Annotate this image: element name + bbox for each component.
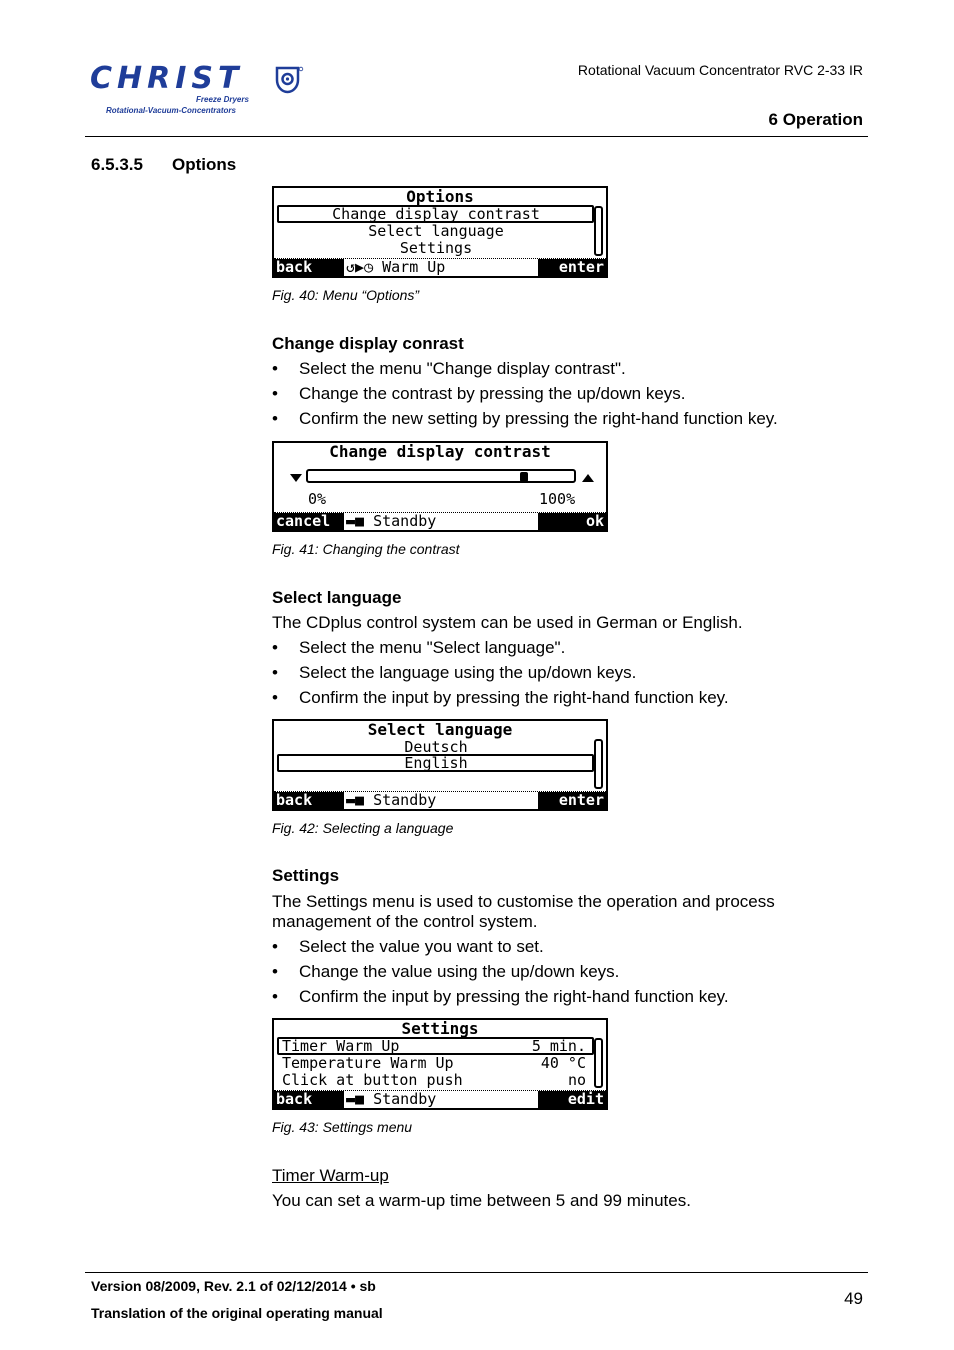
chapter-title: 6 Operation [768,110,863,129]
bullet-marker: • [272,663,278,682]
function-bar [274,258,606,276]
section-number: 6.5.3.5 [91,155,143,174]
setting-value-timer[interactable]: 5 min. [531,1037,586,1055]
edit-button[interactable]: edit [538,1091,606,1108]
footer-rule [85,1272,868,1273]
bullet-marker: • [272,359,278,378]
menu-item-deutsch[interactable]: Deutsch [404,738,468,756]
scrollbar[interactable] [594,739,603,789]
status-area [346,513,436,530]
figure-caption: Fig. 43: Settings menu [272,1119,413,1135]
scrollbar[interactable] [594,206,603,256]
screen-title: Select language [367,720,513,739]
menu-item-english[interactable]: English [404,754,468,772]
rotation-icon: ↺▶ [346,258,365,276]
figure-caption: Fig. 40: Menu “Options” [272,287,420,303]
bullet-text: Select the value you want to set. [299,937,544,956]
cancel-button[interactable]: cancel [274,513,344,530]
status-text: Standby [373,512,437,530]
back-button[interactable]: back [274,259,344,276]
bullet-marker: • [272,409,278,428]
logo-subtitle-2: Rotational-Vacuum-Concentrators [106,106,236,115]
standby-icon: ▬■ [346,1090,365,1108]
language-screen [272,719,608,811]
max-label: 100% [539,490,576,508]
bullet-marker: • [272,987,278,1006]
down-arrow-icon[interactable] [290,474,302,482]
subsection-heading: Change display conrast [272,334,464,353]
bullet-marker: • [272,962,278,981]
back-button[interactable]: back [274,792,344,809]
menu-item-settings[interactable]: Settings [399,239,473,257]
status-text: Warm Up [382,258,446,276]
ok-button[interactable]: ok [538,513,606,530]
setting-label-temperature[interactable]: Temperature Warm Up [282,1054,454,1072]
bullet-marker: • [272,384,278,403]
status-text: Standby [373,1090,437,1108]
status-area [346,259,445,276]
bullet-text: Select the menu "Select language". [299,638,566,657]
screen-title: Change display contrast [329,442,551,461]
min-label: 0% [308,490,327,508]
bullet-text: Select the language using the up/down keys. [299,663,637,682]
clock-icon: ◷ [364,258,374,276]
paragraph: You can set a warm-up time between 5 and 99 minutes. [272,1191,691,1210]
logo-wordmark: CHRIST [90,61,244,96]
screen-title: Options [406,187,474,206]
subsection-heading: Settings [272,866,340,885]
status-text: Standby [373,791,437,809]
setting-label-click[interactable]: Click at button push [282,1071,463,1089]
paragraph-line-1: The Settings menu is used to customise the operation and process [272,892,775,911]
menu-item-select-language[interactable]: Select language [368,222,504,240]
bullet-text: Confirm the input by pressing the right-hand function key. [299,688,729,707]
standby-icon: ▬■ [346,791,365,809]
bullet-marker: • [272,688,278,707]
bullet-text: Change the contrast by pressing the up/down keys. [299,384,686,403]
options-screen [272,186,608,278]
setting-label-timer[interactable]: Timer Warm Up [282,1037,400,1055]
header-rule [85,136,868,137]
section-title: Options [172,155,237,174]
page-number: 49 [844,1289,863,1308]
status-area [346,1091,436,1108]
bullet-marker: • [272,638,278,657]
enter-button[interactable]: enter [538,259,606,276]
scrollbar[interactable] [594,1038,603,1088]
figure-caption: Fig. 41: Changing the contrast [272,541,460,557]
screen-title: Settings [401,1019,479,1038]
bullet-marker: • [272,937,278,956]
back-button[interactable]: back [274,1091,344,1108]
paragraph: The CDplus control system can be used in German or English. [272,613,743,632]
christ-logo [90,62,315,118]
logo-subtitle-1: Freeze Dryers [196,95,249,104]
setting-value-temperature[interactable]: 40 °C [540,1054,586,1072]
menu-item-change-display-contrast[interactable]: Change display contrast [332,205,540,223]
footer-version: Version 08/2009, Rev. 2.1 of 02/12/2014 • sb [91,1278,376,1294]
contrast-screen [272,441,608,532]
up-arrow-icon[interactable] [582,474,594,482]
subsection-heading: Select language [272,588,402,607]
bullet-text: Select the menu "Change display contrast". [299,359,626,378]
bullet-text: Confirm the input by pressing the right-hand function key. [299,987,729,1006]
document-title: Rotational Vacuum Concentrator RVC 2-33 IR [577,62,863,78]
function-bar [274,1090,606,1108]
paragraph-line-2: management of the control system. [272,912,538,931]
figure-caption: Fig. 42: Selecting a language [272,820,454,836]
status-area [346,792,436,809]
footer-translation: Translation of the original operating manual [91,1305,383,1321]
logo-emblem-icon [274,66,304,94]
setting-value-click[interactable]: no [567,1071,586,1089]
slider-knob[interactable] [520,472,528,482]
function-bar [274,512,606,530]
enter-button[interactable]: enter [538,792,606,809]
bullet-text: Change the value using the up/down keys. [299,962,620,981]
subsection-heading-underlined: Timer Warm-up [272,1166,389,1185]
settings-screen [272,1018,608,1110]
standby-icon: ▬■ [346,512,365,530]
contrast-slider[interactable] [306,469,576,483]
bullet-text: Confirm the new setting by pressing the right-hand function key. [299,409,778,428]
function-bar [274,791,606,809]
